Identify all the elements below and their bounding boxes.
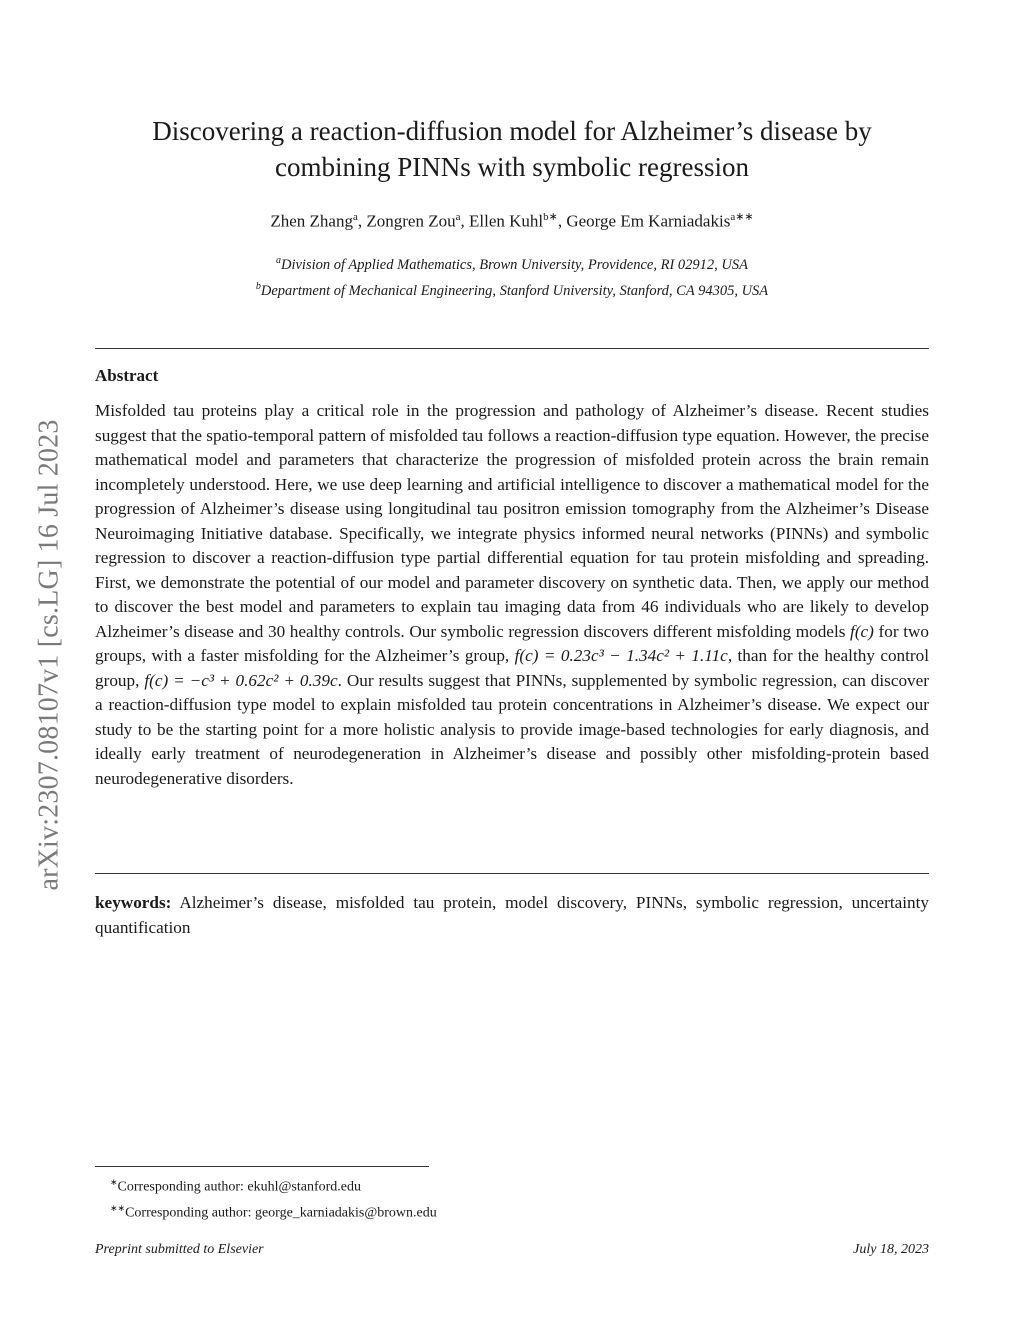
- abstract-text: for two groups, with a faster misfolding for the Alzheimer’s group,: [95, 621, 929, 665]
- author-name: Zongren Zou: [366, 211, 456, 231]
- footnote-text: Corresponding author: ekuhl@stanford.edu: [117, 1179, 362, 1195]
- abstract-text: Misfolded tau proteins play a critical role in the progression and pathology of Alzheimer’s disease. Recent studies suggest that the spatio-temporal pattern of misfolded tau follows a reaction-diffusion type equation. However, the precise mathematical model and parameters that characterize the progression of misfolded protein across the brain remain incompletely understood. Here, we use deep learning and artificial intelligence to discover a mathematical model for the progression of Alzheimer’s disease using longitudinal tau positron emission tomography from the Alzheimer’s Disease Neuroimaging Initiative database. Specifically, we integrate physics informed neural networks (PINNs) and symbolic regression to discover a reaction-diffusion type partial differential equation for tau protein misfolding and spreading. First, we demonstrate the potential of our model and parameter discovery on synthetic data. Then, we apply our method to discover the best model and parameters to explain tau imaging data from 46 individuals who are likely to develop Alzheimer’s disease and 30 healthy controls. Our symbolic regression discovers different misfolding models: [95, 401, 929, 641]
- affiliation: [95, 250, 929, 276]
- author-affil-mark: a: [455, 211, 461, 223]
- footer-date: July 18, 2023: [853, 1242, 929, 1257]
- affiliation-mark: b: [255, 280, 261, 292]
- author-list: [95, 210, 929, 232]
- affiliation: [95, 276, 929, 302]
- abstract-text: . Our results suggest that PINNs, supplemented by symbolic regression, can discover a reaction-diffusion type model to explain misfolded tau protein concentrations in Alzheimer’s disease. We expect our study to be the starting point for a more holistic analysis to provide image-based technologies for early diagnosis, and ideally early treatment of neurodegeneration in Alzheimer’s disease and possibly other misfolding-protein based neurodegenerative disorders.: [95, 670, 929, 788]
- footer-preprint-note: Preprint submitted to Elsevier: [95, 1242, 264, 1257]
- healthy-group-equation: f(c) = −c³ + 0.62c² + 0.39c: [144, 670, 338, 690]
- arxiv-identifier: [30, 372, 70, 938]
- author-affil-mark: b∗: [543, 211, 558, 223]
- footnote: [110, 1198, 437, 1224]
- author-name: George Em Karniadakis: [566, 211, 731, 231]
- abstract-body: [95, 399, 929, 791]
- keywords-label: keywords:: [95, 893, 172, 912]
- author-name: Ellen Kuhl: [468, 211, 544, 231]
- arxiv-identifier-text: arXiv:2307.08107v1 [cs.LG] 16 Jul 2023: [34, 419, 66, 891]
- author-affil-mark: a∗∗: [730, 211, 754, 223]
- affiliation-text: Department of Mechanical Engineering, Stanford University, Stanford, CA 94305, USA: [260, 282, 769, 299]
- author-name: Zhen Zhang: [270, 211, 353, 231]
- author-affil-mark: a: [352, 211, 358, 223]
- keywords: [95, 891, 929, 940]
- abstract-bottom-divider: [95, 873, 929, 874]
- title-line: Discovering a reaction-diffusion model for Alzheimer’s disease by: [152, 116, 872, 146]
- abstract-top-divider: [95, 348, 929, 349]
- footnote-divider: [95, 1166, 429, 1167]
- title-line: combining PINNs with symbolic regression: [275, 152, 749, 182]
- author-separator: ,: [557, 211, 567, 231]
- footnote: [110, 1172, 437, 1198]
- alzheimer-group-equation: f(c) = 0.23c³ − 1.34c² + 1.11c: [514, 646, 728, 665]
- author-separator: ,: [357, 211, 367, 231]
- keywords-text: Alzheimer’s disease, misfolded tau protein, model discovery, PINNs, symbolic regression, uncertainty quantification: [95, 893, 929, 937]
- author-separator: ,: [460, 211, 469, 231]
- misfolding-function: f(c): [850, 621, 874, 641]
- footnote-mark: ∗∗: [110, 1202, 126, 1213]
- paper-title: [95, 113, 929, 185]
- abstract-text: , than for the healthy control group,: [95, 646, 930, 690]
- affiliations: [95, 250, 929, 302]
- affiliation-mark: a: [275, 255, 281, 266]
- footnotes: [110, 1172, 437, 1223]
- affiliation-text: Division of Applied Mathematics, Brown University, Providence, RI 02912, USA: [280, 256, 748, 273]
- footnote-mark: ∗: [110, 1177, 118, 1187]
- abstract-heading: Abstract: [95, 366, 159, 385]
- footnote-text: Corresponding author: george_karniadakis@brown.edu: [125, 1205, 437, 1221]
